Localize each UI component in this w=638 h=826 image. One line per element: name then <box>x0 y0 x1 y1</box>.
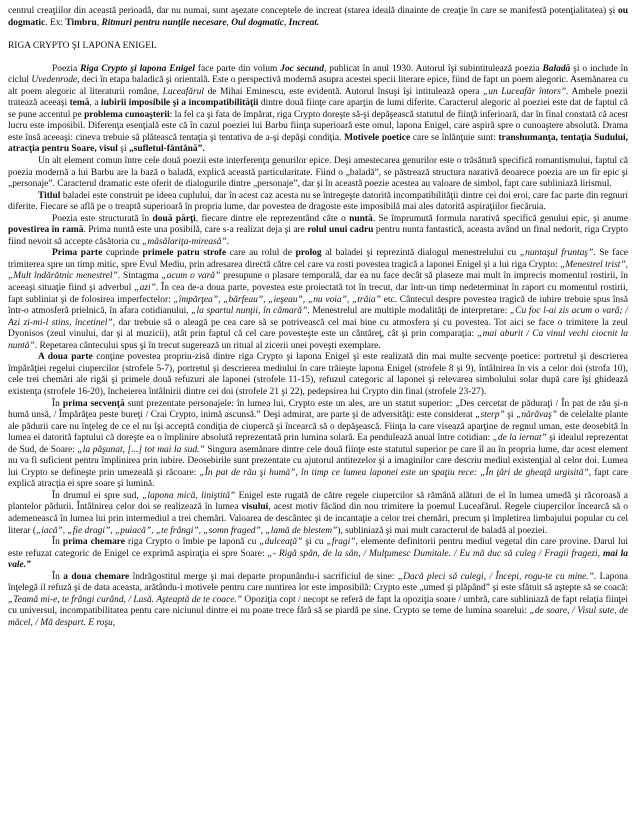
intro-paragraph: centrul creaţiilor din această perioadă, dar nu numai, sunt aşezate conceptele de increat (starea ideală dinainte de creaţie în care se manifestă potenţialitatea) şi ou dogmatic. Ex: Timbru, Ritmuri pentru nunţile necesare, Oul dogmatic, Increat. <box>8 6 628 28</box>
intro-example: Oul dogmatic <box>231 17 284 28</box>
paragraph-intro-poem: Poezia Riga Crypto şi lapona Enigel face parte din volum Joc secund, publicat în anul 1930. Autorul îşi subintitulează poezia Baladă şi o include în ciclul Uvedenrode, deci în etapa baladică şi orientală. Este o perspectivă modernă asupra acestei specii literare epice, fiind de fapt un poem alegoric. Asemănarea cu alt poem alegoric al literaturii române, Luceafărul de Mihai Eminescu, este evidentă. Autorul însuşi îşi intitulează opera „un Luceafăr întors”. Ambele poezii tratează aceeaşi temă, a iubirii imposibile şi a incompatibilităţii dintre două fiinţe care aparţin de lumi diferite. Caracterul alegoric al poeziei este dat de faptul că se pune accentul pe problema cunoaşterii: la fel ca şi fata de împărat, riga Crypto doreşte să-şi depăşească statutul de fiinţă inferioară, dar în final constată că acest lucru este imposibil. Diferenţa esenţială este că în cazul poeziei lui Barbu fiinţa superioară este omul, lapona Enigel, care aspiră spre o cunoaştere absolută. Drama este însă aceeaşi: cineva trebuie să plătească tentaţia şi tentativa de a-şi depăşi condiţia. Motivele poetice care se înlănţuie sunt: transhumanţa, tentaţia Sudului, atracţia pentru Soare, visul şi „sufletul-fântână”. <box>8 63 629 155</box>
paragraph-title: Titlul baladei este construit pe ideea cuplului, dar în acest caz acesta nu se întregeşte datorită incompatibilităţii dintre cei doi eroi, care fac parte din regnuri diferite. Fiecare se află pe o treaptă superioară în propria lume, dar povestea de dragoste este imposibilă mai ales datorită aspiraţiilor fiecăruia. <box>8 190 628 213</box>
paragraph-second-call: În a doua chemare îndrăgostitul merge şi mai departe propunându-i sacrificiul de sine: „Dacă pleci să culegi, / Începi, rogu-te cu mine.”. Lapona înţelegă il refuză şi de data aceasta, arătându-i motivele pentru care nuntirea lor este imposibilă: Crypto este „umed şi plăpând” şi este sfătuit să aştepte să se coacă: „Teamă mi-e, te frângi curând, / Lasă. Aşteaptă de te coace.” Opoziţia copt / necopt se referă de fapt la opoziţia soare / umbră, care subliniază de fapt relaţia fiinţei cu universul, incompatibilitatea pentu care niciunul dintre ei nu poate trece fără să se piardă pe sine. Crypto se teme de lumina soarelui: „de soare, / Visul sute, de măcel, / Mă despart. E roşu, <box>8 571 628 628</box>
intro-example: Ritmuri pentru nunţile necesare <box>101 17 227 28</box>
intro-example: Increat. <box>288 17 320 28</box>
paragraph-structure: Poezia este structurată în două părţi, fiecare dintre ele reprezentând câte o nuntă. Se împrumută formula narativă specifică genului epic, şi anume povestirea în ramă. Prima nuntă este una posibilă, care s-a realizat deja şi are rolul unui cadru pentru nunta fantastică, aceasta având un final nedorit, riga Crypto fiind nevoit să accepte căsătoria cu „măsălariţa-mireasă”. <box>8 213 629 247</box>
intro-example: Timbru <box>65 17 97 28</box>
paragraph-second-part: A doua parte conţine povestea propriu-zisă dintre riga Crypto şi lapona Enigel şi este realizată din mai multe secvenţe poetice: portretul şi descrierea împărăţiei regelui ciupercilor (strofele 5-7), portretul şi descrierea mediului în care trăieşte lapona Enigel (strofele 8 şi 9), întâlnirea în vis a celor doi (strofa 10), cele trei chemări ale rigăi şi primele două refuzuri ale laponei (strofele 11-15), refuzul categoric al laponei şi relevarea simbolului solar după care îşi ghidează existenţa (strofele 16-20), încheierea întâlnirii dintre cei doi (strofele 21 şi 22), pedepsirea lui Crypto din final (strofele 23-27). <box>8 352 629 397</box>
paragraph-dream: În drumul ei spre sud, „lapona mică, liniştită” Enigel este rugată de către regele ciupercilor să rămână alături de el în lumea umedă şi răcoroasă a plantelor pădurii. Întâlnirea celor doi se realizează în lumea visului, acest motiv făcând din nou trimitere la poemul Luceafărul. Regele ciupercilor încearcă să o ademenească în lumea lui prin intermediul a trei chemări. Valoarea de descântec şi de incantaţie a celor trei chemări, precum şi împletirea limbajului popular cu cel literar („iacă”, „fie dragi”, „puiacă”, „te frângi”, „somn fraged”, „lamă de blestem”), subliniază şi mai mult caracterul de baladă al poeziei. <box>8 490 629 536</box>
section-title: RIGA CRYPTO ŞI LAPONA ENIGEL <box>8 40 157 51</box>
paragraph-first-part: Prima parte cuprinde primele patru strofe care au rolul de prolog al baladei şi reprezintă dialogul menestrelului cu „nuntaşul fruntaş”. Se face trimiterea spre un timp mitic, spre Evul Mediu, prin adresarea directă către cel care va rosti povestea tragică a laponei Enigel şi a lui riga Crypto: „Menestrel trist”, „Mult îndărătnic menestrel”. Sintagma „acum o vară” presupune o plasare temporală, dar ea nu face decât să plaseze mai mult în imprecis momentul rostirii, în aceeaşi situaţie fiind şi adverbul „azi”. În cea de-a doua parte, povestea este proiectată tot în trecut, dar într-un timp nedeterminat în raport cu momentul rostirii, fapt subliniat şi de folosirea imperfectelor: „împărţea”, „bărfeau”, „ieşeau”, „nu voia”, „trăia” etc. Cântecul despre povestea tragică de iubire trebuie spus însă într-o atmosferă prielnică, în afara cotidianului, „la spartul nunţii, în cămară”. Menestrelul are multiple modalităţi de interpretare: „Cu foc l-ai zis acum o vară; / Azi zi-mi-l stins, încetinel”, dar trebuie să o aleagă pe cea care să se potrivească cel mai bine cu atmosfera şi cu povestea. Tot aici se face o trimitere la zeul Dyonisos (zeul vinului, dar şi al muzicii), atât prin faptul că cel care povesteşte este un cântăreţ, cât şi prin comparaţia: „mai aburit / Ca vinul vechi ciocnit la nuntă”. Repetarea cântecului spus şi în trecut sugerează un ritual al zicerii unei poveşti exemplare. <box>8 248 629 351</box>
paragraph-first-sequence: În prima secvenţă sunt prezentate personajele: în lumea lui, Crypto este un ales, are un statut superior: „Des cercetat de păduraţi / În pat de rău şi-n humă unsă, / Împărăţea peste bureţi / Crai Crypto, inimă ascunsă.” Deşi admirat, are parte şi de adversităţi: este considerat „sterp” şi „nărăvaş” de celelalte plante ale pădurii care nu înţeleg de ce el nu îşi acceptă condiţia de ciupercă şi încearcă să o depăşească. Fiinţa la care visează aparţine de regnul uman, este deosebită în lumea ei datorită faptului că doreşte ea o împlinire absolută reprezentată prin lumina solară. Ea pendulează anual între cotidian: „de la iernat” şi idealul reprezentat de Sud, de Soare: „la păşunat, [...] tot mai la sud.” Singura asemănare dintre cele două fiinţe este statutul superior pe care îl au în propria lume, dar acest element nu va fi suficient pentru împlinirea prin iubire. Deosebirile sunt prezentate cu ajutorul antitezelor şi a imaginilor care descriu mediul existenţial al celor doi. Lumea lui Crypto se defineşte prin umezeală şi răcoare: „În pat de rău şi humă”, în timp ce lumea laponei este un spaţiu rece: „În ţări de gheaţă urgisită”, fapt care explică atracţia ei spre soare şi lumină. <box>8 398 629 490</box>
intro-text: centrul creaţiilor din această perioadă, dar nu numai, sunt aşezate conceptele de increat (starea ideală dinainte de creaţie în care se manifestă potenţialitatea) şi <box>8 6 619 16</box>
intro-bold-term: ou dogmatic <box>8 6 628 28</box>
paragraph-first-call: În prima chemare riga Crypto o îmbie pe laponă cu „dulceaţă” şi cu „fragi”, elemente definitorii pentru mediul vegetal din care provine. Darul lui este refuzat categoric de Enigel ce exprimă aspiraţia ei spre Soare: „- Rigă spân, de la sân, / Mulţumesc Dumitale. / Eu mă duc să culeg / Fragii fragezi, mai la vale.” <box>8 537 629 571</box>
paragraph-genres: Un alt element comun între cele două poezii este interferenţa genurilor epice. Deşi amestecarea genurilor este o trăsătură specifică romantismului, faptul că poezia modernă a lui Barbu are la bază o baladă, explică această particularitate. Fiind o „baladă”, se păstrează structura narativă deoarece poezia are un fir epic şi „personaje”. Caracterul dramatic este oferit de dialogurile dintre „personaje”, dar şi în această poezie acestea au valoare de simbol, fapt care subliniază lirismul. <box>8 156 628 190</box>
intro-text: . Ex: <box>45 17 66 28</box>
